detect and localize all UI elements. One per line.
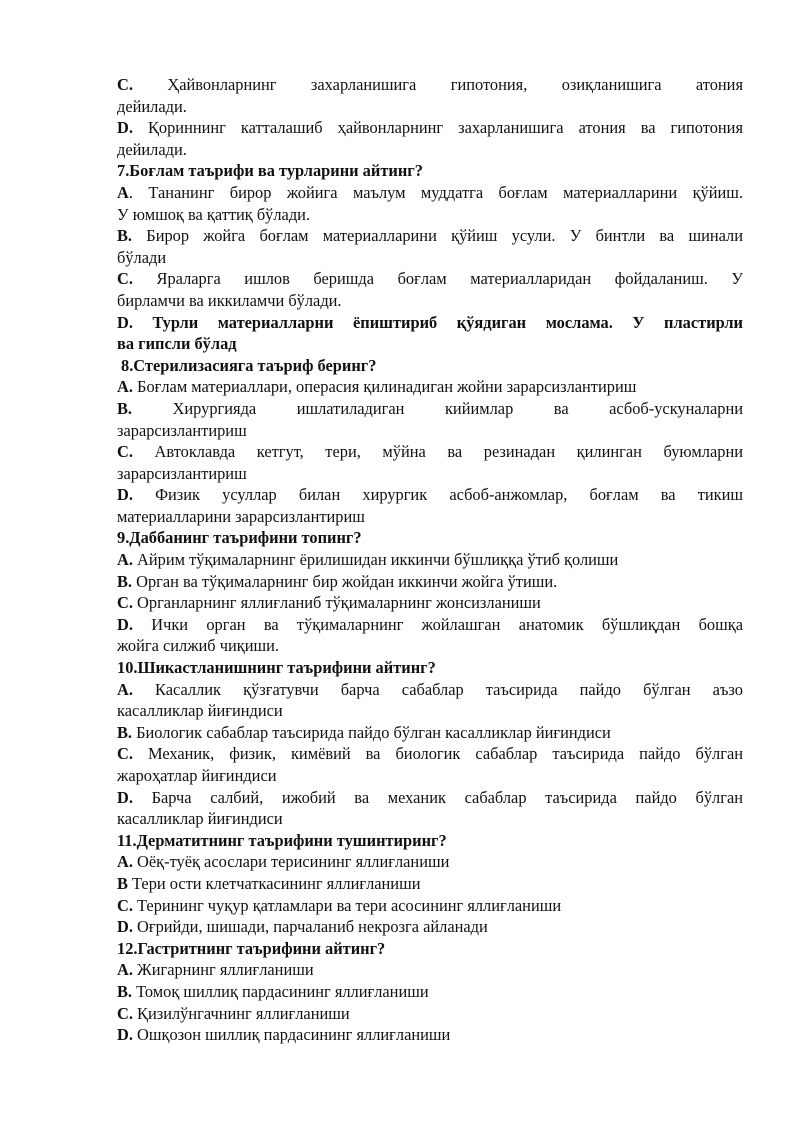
option-label: B. [117,981,133,1001]
option-label: C. [117,75,133,94]
option-label: C. [117,744,133,764]
option-text: Барча салбий, ижобий ва механик сабаблар таъсирида пайдо бўлган [132,787,743,807]
answer-option [117,376,743,398]
option-text: Жигарнинг яллиғланиши [132,960,314,980]
option-label: C. [117,1003,133,1023]
option-text: Қизилўнгачнинг яллиғланиши [132,1003,350,1023]
question-heading: 10.Шикастланишнинг таърифини айтинг? [117,658,436,678]
answer-option-continuation: зарарсизлантириш [117,463,247,483]
option-text: Тери ости клетчаткасининг яллиғланиши [127,873,421,893]
option-label: C. [117,269,133,289]
answer-option-continuation: бўлади [117,247,167,267]
option-label: D. [117,1025,133,1045]
answer-option [117,571,743,593]
option-label: D. [117,614,133,634]
answer-option-continuation: жароҳатлар йиғиндиси [117,766,277,785]
question-heading: 7.Боғлам таърифи ва турларини айтинг? [117,161,423,181]
answer-option [117,959,743,981]
question-heading: 12.Гастритнинг таърифини айтинг? [117,938,386,958]
answer-option [117,851,743,873]
answer-option-continuation: жойга силжиб чиқиши. [117,636,279,656]
document-page [117,74,743,1046]
option-label: B [117,873,128,893]
option-text: Бирор жойга боғлам материалларини қўйиш усули. У бинтли ва шинали [132,226,743,246]
answer-option [117,549,743,571]
option-text: . Тананинг бирор жойига маълум муддатга боғлам материалларини қўйиш. [128,182,743,202]
answer-option [117,398,743,420]
option-label: D [117,312,129,332]
option-label: D. [117,485,133,505]
answer-option [117,74,743,96]
option-text: Хирургияда ишлатиладиган кийимлар ва асбоб-ускуналарни [132,398,743,418]
option-text: Томоқ шиллиқ пардасининг яллиғланиши [132,981,429,1001]
option-text: Боғлам материаллари, операсия қилинадиган жойни зарарсизлантириш [132,377,637,397]
question-heading: 8.Стерилизасияга таъриф беринг? [121,355,377,375]
option-label: B. [117,722,133,742]
answer-option-continuation: касалликлар йиғиндиси [117,701,283,721]
answer-option [117,225,743,247]
answer-option-continuation: У юмшоқ ва қаттиқ бўлади. [117,204,311,224]
answer-option [117,1003,743,1025]
option-label: А. [117,679,133,699]
option-label: D. [117,787,133,807]
option-text: Терининг чуқур қатламлари ва тери асосининг яллиғланиши [132,895,562,915]
option-label: А [117,182,129,202]
option-text: Ички орган ва тўқималарнинг жойлашган анатомик бўшлиқдан бошқа [132,614,743,634]
answer-option-continuation: дейилади. [117,96,187,116]
answer-option [117,182,743,204]
answer-option-continuation: дейилади. [117,139,187,159]
answer-option [117,312,743,334]
option-label: D. [117,917,133,937]
answer-option [117,722,743,744]
option-text: Қориннинг катталашиб ҳайвонларнинг захарланишига атония ва гипотония [132,118,743,138]
answer-option [117,1024,743,1046]
option-text: Биологик сабаблар таъсирида пайдо бўлган касалликлар йиғиндиси [132,722,611,742]
option-text: Автоклавда кетгут, тери, мўйна ва резинадан қилинган буюмларни [132,442,743,462]
answer-option-continuation: материалларини зарарсизлантириш [117,506,365,526]
question-heading: 9.Даббанинг таърифини топинг? [117,528,362,548]
answer-option [117,916,743,938]
answer-option [117,441,743,463]
option-label: B. [117,398,133,418]
option-text: Яраларга ишлов беришда боғлам материалларидан фойдаланиш. У [132,269,743,289]
option-text: Айрим тўқималарнинг ёрилишидан иккинчи бўшлиққа ўтиб қолиши [132,550,619,570]
option-text: . Турли материалларни ёпиштириб қўядиган мослама. У пластирли [128,312,743,332]
answer-option [117,117,743,139]
option-text: Ошқозон шиллиқ пардасининг яллиғланиши [132,1025,451,1045]
option-text: Физик усуллар билан хирургик асбоб-анжомлар, боғлам ва тикиш [132,485,743,505]
option-label: А. [117,960,133,980]
answer-option [117,873,743,895]
answer-option [117,895,743,917]
answer-option [117,484,743,506]
question-heading: 11.Дерматитнинг таърифини тушинтиринг? [117,830,447,850]
option-text: Ҳайвонларнинг захарланишига гипотония, озиқланишига атония [132,75,743,94]
option-text: Орган ва тўқималарнинг бир жойдан иккинчи жойга ўтиши. [132,571,558,591]
option-label: D. [117,118,133,138]
option-label: B. [117,571,133,591]
option-label: C. [117,593,133,613]
answer-option-continuation: ва гипсли бўлад [117,334,237,354]
answer-option-continuation: касалликлар йиғиндиси [117,809,283,829]
option-text: Касаллик қўзғатувчи барча сабаблар таъсирида пайдо бўлган аъзо [132,679,743,699]
option-text: Оғрийди, шишади, парчаланиб некрозга айланади [132,917,488,937]
option-label: А. [117,852,133,872]
option-label: C. [117,895,133,915]
option-text: Оёқ-туёқ асослари терисининг яллиғланиши [132,852,450,872]
answer-option-continuation: бирламчи ва иккиламчи бўлади. [117,290,342,310]
answer-option [117,743,743,765]
answer-option [117,981,743,1003]
option-label: C. [117,442,133,462]
answer-option [117,592,743,614]
answer-option [117,679,743,701]
option-text: Органларнинг яллиғланиб тўқималарнинг жонсизланиши [132,593,541,613]
answer-option-continuation: зарарсизлантириш [117,420,247,440]
option-label: А. [117,377,133,397]
answer-option [117,614,743,636]
answer-option [117,268,743,290]
option-text: Механик, физик, кимёвий ва биологик сабаблар таъсирида пайдо бўлган [132,744,743,764]
answer-option [117,787,743,809]
option-label: B. [117,226,133,246]
option-label: А. [117,550,133,570]
